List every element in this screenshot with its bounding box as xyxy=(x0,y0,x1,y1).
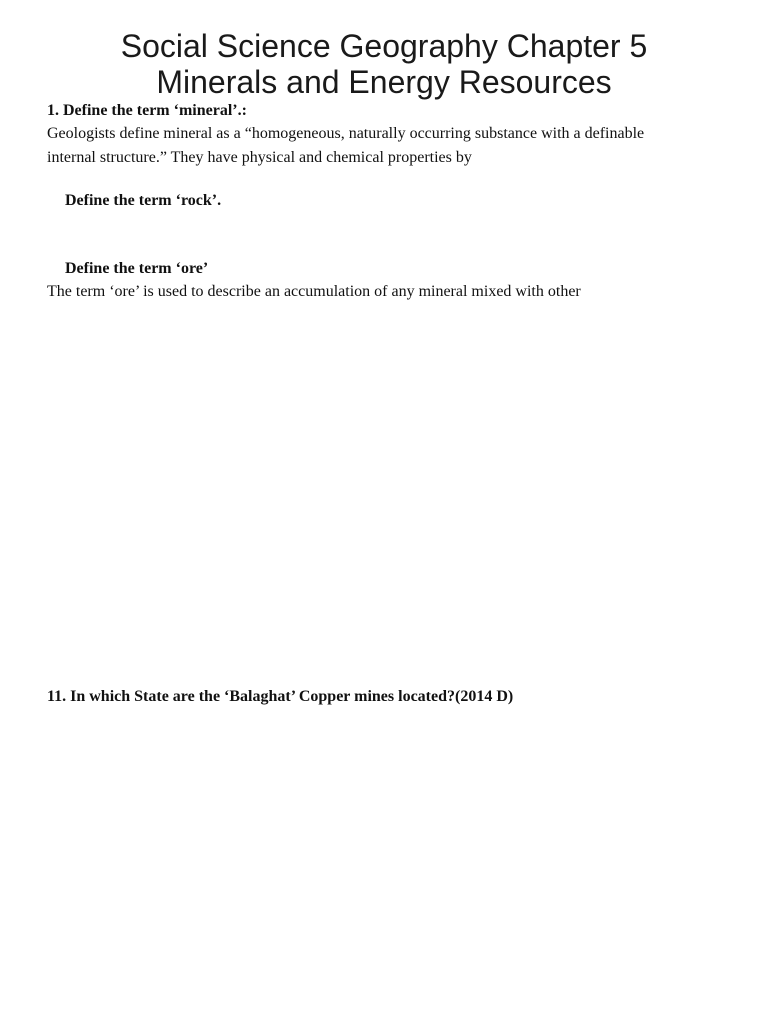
question-balaghat: 11. In which State are the ‘Balaghat’ Copper mines located?(2014 D) xyxy=(47,688,514,705)
answer-mineral-line-2: internal structure.” They have physical and chemical properties by xyxy=(47,149,472,166)
answer-mineral-line-1: Geologists define mineral as a “homogeneous, naturally occurring substance with a definable xyxy=(47,125,645,142)
page-title-line-2: Minerals and Energy Resources xyxy=(156,64,612,100)
page-title-line-1: Social Science Geography Chapter 5 xyxy=(120,28,648,64)
question-rock: Define the term ‘rock’. xyxy=(65,192,222,209)
question-mineral: 1. Define the term ‘mineral’.: xyxy=(47,102,247,119)
answer-ore: The term ‘ore’ is used to describe an accumulation of any mineral mixed with other xyxy=(47,283,581,300)
question-ore: Define the term ‘ore’ xyxy=(65,260,209,277)
